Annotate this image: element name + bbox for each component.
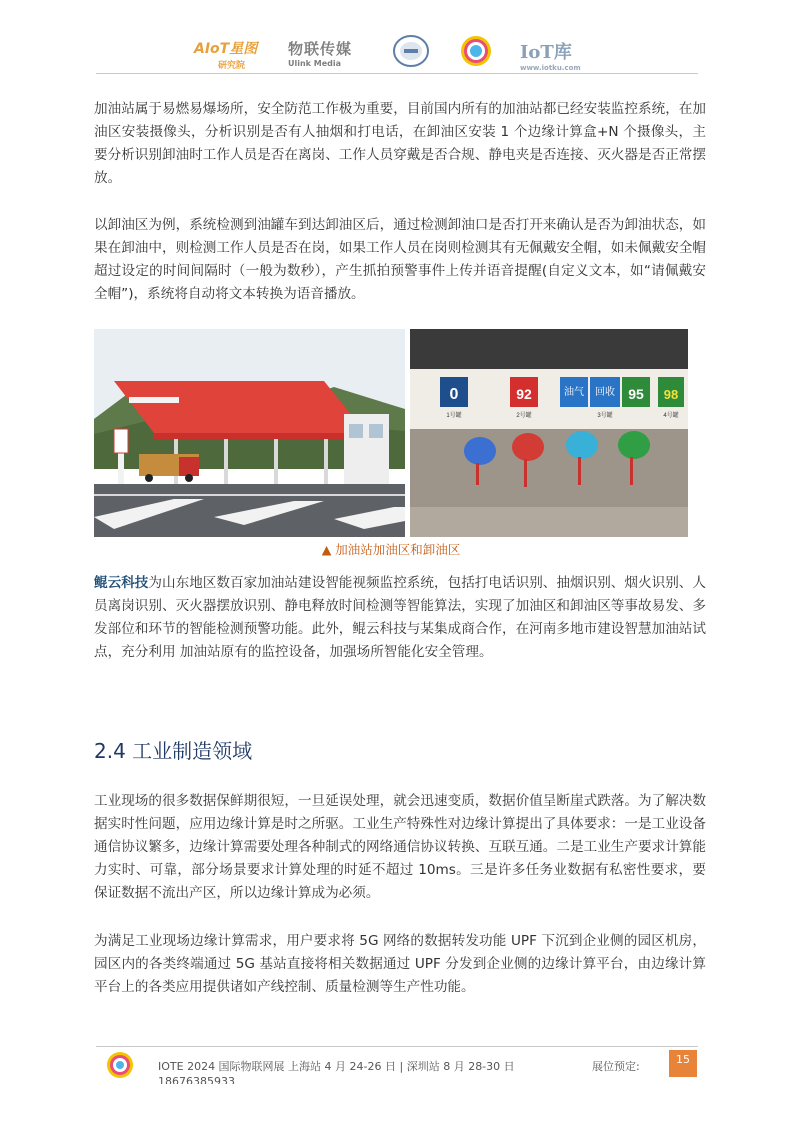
iote-footer-logo (106, 1051, 134, 1079)
tank-label-3: 3号罐 (597, 413, 613, 419)
image-caption: ▲ 加油站加油区和卸油区 (321, 542, 461, 557)
footer-booth-label: 展位预定: (592, 1060, 640, 1073)
paragraph-kunyun-tech (94, 572, 706, 664)
valve-label-recovery: 回收 (595, 387, 615, 398)
paragraph-unloading-area: 以卸油区为例，系统检测到油罐车到达卸油区后，通过检测卸油口是否打开来确认是否为卸油状态，如果在卸油中，则检测工作人员是否在岗，如果工作人员在岗则检测其有无佩戴安全帽，如未佩戴安全帽超过设定的时间间隔时（一般为数秒），产生抓拍预警事件上传并语音提醒(自定义文本，如“请佩戴安全帽”)，系统将自动将文本转换为语音播放。 (94, 217, 706, 302)
round-emblem-logo (392, 34, 430, 72)
footer-divider (96, 1046, 698, 1047)
valve-label-95: 95 (628, 386, 644, 402)
iote-logo (458, 34, 494, 72)
footer-phone: 18676385933 (158, 1075, 235, 1084)
iotku-logo: IoT库 www.iotku.com (520, 42, 581, 72)
footer-event-info: IOTE 2024 国际物联网展 上海站 4 月 24-26 日 | 深圳站 8 月 28-30 日 (158, 1060, 515, 1073)
paragraph-5g-upf: 为满足工业现场边缘计算需求，用户要求将 5G 网络的数据转发功能 UPF 下沉到企业侧的园区机房，园区内的各类终端通过 5G 基站直接将相关数据通过 UPF 分发到企业侧的边缘计算平台，由边缘计算平台上的各类应用提供诸如产线控制、质量检测等生产性功能。 (94, 933, 706, 995)
paragraph-kunyun-body: 为山东地区数百家加油站建设智能视频监控系统，包括打电话识别、抽烟识别、烟火识别、人员离岗识别、灭火器摆放识别、静电释放时间检测等智能算法，实现了加油区和卸油区等事故易发、多发部位和环节的智能检测预警功能。此外，鲲云科技与某集成商合作，在河南多地市建设智慧加油站试点，充分利用 加油站原有的监控设备，加强场所智能化安全管理。 (94, 575, 707, 660)
header-divider (96, 73, 698, 74)
refueling-area-photo (94, 329, 405, 537)
tank-label-4: 4号罐 (663, 413, 679, 419)
section-heading-industrial-manufacturing: 2.4 工业制造领域 (94, 739, 253, 763)
company-name-kunyun: 鲲云科技 (94, 575, 149, 591)
ulink-media-logo: 物联传媒 Ulink Media (288, 40, 353, 68)
unloading-area-photo (410, 329, 688, 537)
paragraph-gas-station-intro: 加油站属于易燃易爆场所，安全防范工作极为重要，目前国内所有的加油站都已经安装监控系统，在加油区安装摄像头，分析识别是否有人抽烟和打电话，在卸油区安装 1 个边缘计算盒+N 个摄像头，主要分析识别卸油时工作人员是否在离岗、工作人员穿戴是否合规、静电夹是否连接、灭火器是否正常摆放。 (94, 101, 706, 186)
aiot-logo: AIoT星图 研究院 (194, 41, 258, 71)
tank-label-2: 2号罐 (516, 413, 532, 419)
header-logos (180, 30, 600, 74)
paragraph-industrial-edge: 工业现场的很多数据保鲜期很短，一旦延误处理，就会迅速变质，数据价值呈断崖式跌落。为了解决数据实时性问题，应用边缘计算是时之所驱。工业生产特殊性对边缘计算提出了具体要求：一是工业设备通信协议繁多，边缘计算需要处理各种制式的网络通信协议转换、互联互通。二是工业生产要求计算能力实时、可靠，部分场景要求计算处理的时延不超过 10ms。三是许多任务业数据有私密性要求，要保证数据不流出产区，所以边缘计算成为必须。 (94, 793, 706, 901)
page-number: 15 (669, 1050, 697, 1077)
valve-label-0: 0 (449, 386, 459, 403)
valve-label-vapor: 油气 (564, 387, 584, 398)
tank-label-1: 1号罐 (446, 413, 462, 419)
valve-label-98: 98 (663, 387, 679, 402)
valve-label-92: 92 (516, 386, 532, 402)
